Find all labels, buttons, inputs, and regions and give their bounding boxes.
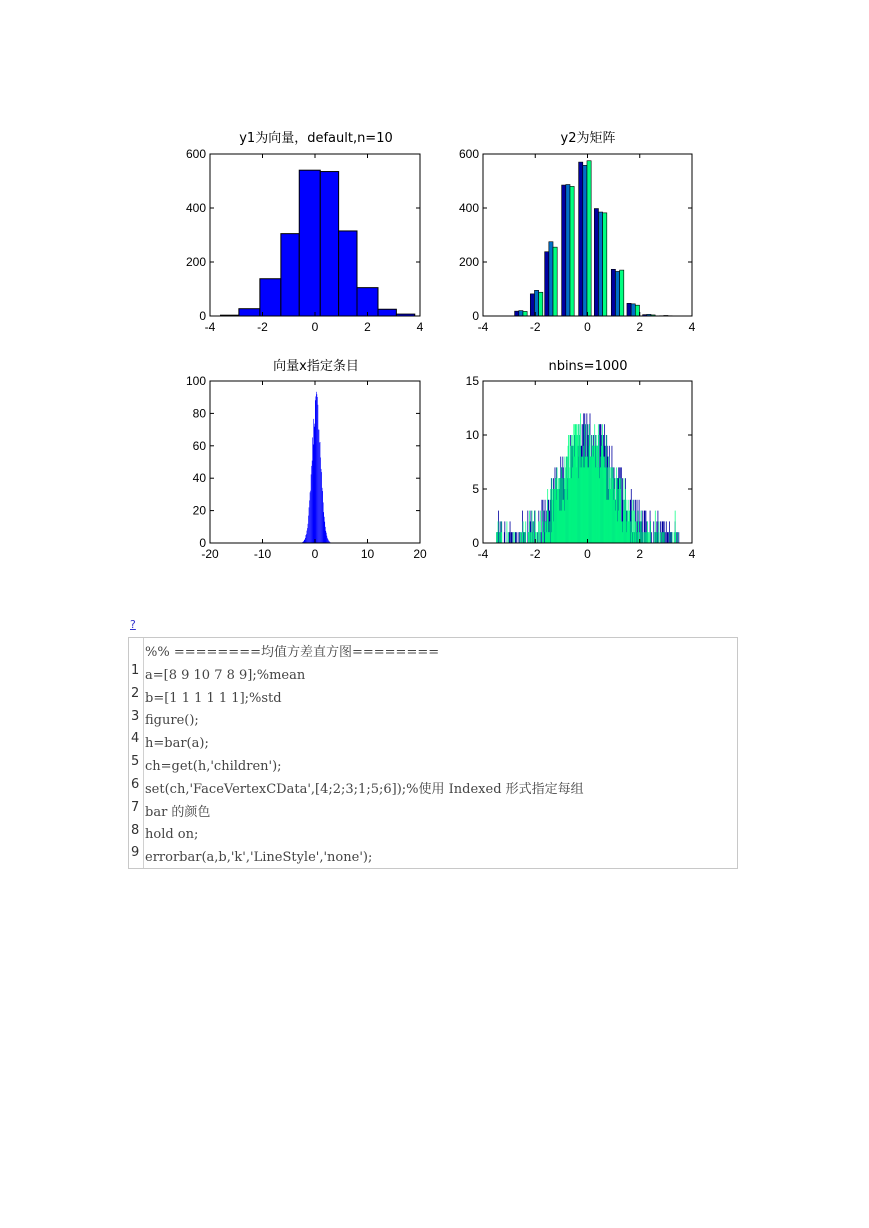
line-number: 7 (131, 799, 140, 815)
histogram-bar (677, 532, 678, 543)
x-tick-label: 0 (584, 547, 591, 561)
y-tick-label: 40 (192, 471, 206, 486)
histogram-bar (637, 532, 638, 543)
x-tick-label: 20 (413, 547, 427, 561)
line-number: 3 (131, 708, 140, 724)
histogram-bar (641, 511, 642, 543)
grouped-bar (519, 311, 523, 316)
histogram-bar (320, 457, 321, 543)
y-tick-label: 15 (465, 374, 479, 388)
histogram-bar (316, 392, 317, 543)
histogram-bar (649, 532, 650, 543)
histogram-bar (540, 511, 541, 543)
histogram-bar (529, 511, 530, 543)
histogram-bar (309, 507, 310, 543)
grouped-bar (579, 162, 583, 316)
histogram-bar (310, 491, 311, 543)
histogram-bar (675, 532, 676, 543)
line-number: 1 (131, 663, 140, 678)
histogram-bar (659, 521, 660, 543)
histogram-bar (537, 532, 538, 543)
histogram-bar (510, 521, 511, 543)
histogram-bar (309, 500, 310, 543)
grouped-bar (570, 186, 574, 316)
histogram-bar (307, 528, 308, 543)
histogram-bar (629, 511, 630, 543)
histogram-bar (239, 309, 260, 316)
histogram-bar (654, 532, 655, 543)
histogram-bar (648, 532, 649, 543)
histogram-bar (532, 511, 533, 543)
histogram-bar (674, 532, 675, 543)
grouped-bar (549, 242, 553, 316)
histogram-bar (308, 516, 309, 543)
grouped-bar (631, 304, 635, 316)
code-content (145, 642, 733, 870)
histogram-bar (306, 534, 307, 543)
x-tick-label: -4 (477, 547, 489, 561)
code-line: bar 的颜色 (145, 804, 211, 820)
histogram-bar (323, 502, 324, 543)
grouped-bar (615, 271, 619, 316)
histogram-bar (318, 429, 319, 543)
code-line: ch=get(h,'children'); (145, 758, 282, 774)
histogram-bar (634, 511, 635, 543)
line-number: 8 (131, 822, 140, 838)
histogram-bar (260, 279, 281, 316)
histogram-bar (660, 532, 661, 543)
grouped-bar (539, 292, 543, 316)
y-tick-label: 20 (192, 503, 206, 518)
code-help-link[interactable]: ? (130, 618, 136, 631)
subplot-nbins-1000 (466, 359, 696, 561)
y-tick-label: 60 (192, 438, 206, 453)
histogram-bar (678, 532, 679, 543)
histogram-bar (515, 532, 516, 543)
histogram-bar (310, 492, 311, 543)
histogram-bar (672, 532, 673, 543)
y-tick-label: 200 (185, 255, 206, 269)
grouped-bar (583, 165, 587, 316)
subplot-y2-matrix (459, 130, 696, 334)
x-tick-label: 4 (688, 547, 696, 561)
histogram-bar (313, 419, 314, 543)
histogram-bar (508, 532, 509, 543)
histogram-bar (511, 532, 512, 543)
histogram-bar (530, 532, 531, 543)
histogram-bar (314, 424, 315, 543)
y-tick-label: 100 (185, 374, 206, 388)
histogram-bar (499, 532, 500, 543)
histogram-bar (322, 491, 323, 543)
subplot-title: nbins=1000 (548, 359, 628, 374)
code-block (128, 637, 738, 869)
x-tick-label: 0 (311, 547, 319, 561)
histogram-bar (299, 170, 320, 316)
histogram-bar (324, 522, 325, 543)
histogram-bar (322, 488, 323, 543)
y-tick-label: 600 (458, 147, 479, 161)
subplot-title: 向量x指定条目 (273, 359, 359, 374)
histogram-bar (514, 532, 515, 543)
histogram-bar (501, 532, 502, 543)
subplot-y1-vector (186, 130, 424, 334)
grouped-bar (545, 252, 549, 316)
histogram-bar (327, 536, 328, 543)
y-tick-label: 10 (465, 428, 479, 442)
histogram-bar (320, 442, 321, 543)
histogram-bar (325, 527, 326, 543)
histogram-bar (656, 532, 657, 543)
x-tick-label: 2 (636, 320, 644, 334)
histogram-bar (316, 396, 317, 543)
x-tick-label: -10 (253, 547, 272, 561)
x-tick-label: 4 (416, 320, 424, 334)
x-tick-label: -20 (201, 547, 219, 561)
histogram-bar (525, 521, 526, 543)
histogram-bar (496, 532, 497, 543)
histogram-bar (281, 234, 299, 316)
histogram-bar (504, 521, 505, 543)
grouped-bar (523, 311, 527, 316)
histogram-bar (324, 517, 325, 543)
histogram-bar (308, 524, 309, 543)
histogram-bar (306, 535, 307, 543)
subplot-title: y1为向量，default,n=10 (239, 131, 393, 146)
grouped-bar (611, 269, 615, 316)
code-line: %% ========均值方差直方图======== (145, 645, 440, 660)
line-number: 2 (131, 685, 140, 701)
histogram-bar (319, 443, 320, 543)
histogram-bar (642, 532, 643, 543)
histogram-bar (312, 461, 313, 543)
code-line: errorbar(a,b,'k','LineStyle','none'); (145, 850, 373, 866)
line-number-gutter (129, 638, 144, 868)
grouped-bar (627, 303, 631, 316)
histogram-bar (378, 309, 396, 316)
grouped-bar (598, 212, 602, 316)
subplot-title: y2为矩阵 (560, 131, 616, 146)
histogram-bar (666, 521, 667, 543)
histogram-bar (314, 427, 315, 543)
y-tick-label: 200 (458, 255, 479, 269)
histogram-bar (539, 521, 540, 543)
histogram-bar (520, 532, 521, 543)
histogram-bar (631, 511, 632, 543)
code-line: set(ch,'FaceVertexCData',[4;2;3;1;5;6]);%使用 Indexed 形式指定每组 (145, 781, 584, 797)
histogram-bar (317, 394, 318, 543)
histogram-bar (326, 533, 327, 543)
grouped-bar (620, 270, 624, 316)
x-tick-label: -2 (257, 320, 268, 334)
histogram-bar (646, 532, 647, 543)
histogram-bar (516, 532, 517, 543)
grouped-bar (566, 185, 570, 316)
histogram-bar (636, 521, 637, 543)
code-line: h=bar(a); (145, 736, 209, 752)
histogram-bar (320, 172, 338, 316)
histogram-bar (650, 521, 651, 543)
line-number: 9 (131, 845, 140, 861)
grouped-bar (515, 311, 519, 316)
grouped-bar (530, 294, 534, 316)
code-line: figure(); (145, 713, 199, 729)
x-tick-label: 4 (688, 320, 696, 334)
code-line: a=[8 9 10 7 8 9];%mean (145, 667, 306, 683)
grouped-bar (562, 185, 566, 316)
histogram-bar (507, 521, 508, 543)
y-tick-label: 0 (199, 536, 206, 550)
histogram-bar (305, 538, 306, 543)
x-tick-label: -4 (477, 320, 489, 334)
histogram-bar (307, 531, 308, 543)
histogram-bar (305, 539, 306, 543)
histogram-bar (311, 466, 312, 543)
histogram-bar (663, 532, 664, 543)
histogram-bar (658, 532, 659, 543)
histogram-bar (651, 532, 652, 543)
histogram-bar (311, 474, 312, 543)
histogram-bar (543, 532, 544, 543)
y-tick-label: 400 (185, 201, 206, 215)
line-number: 6 (131, 777, 140, 792)
histogram-bar (318, 405, 319, 543)
histogram-bar (664, 532, 665, 543)
histogram-bar (668, 532, 669, 543)
histogram-bar (524, 532, 525, 543)
histogram-bar (644, 532, 645, 543)
grouped-bar (635, 305, 639, 316)
histogram-bar (655, 511, 656, 543)
histogram-bar (313, 444, 314, 543)
y-tick-label: 400 (458, 201, 479, 215)
histogram-figure (0, 0, 869, 600)
y-tick-label: 5 (472, 482, 479, 496)
histogram-bar (323, 512, 324, 543)
y-tick-label: 600 (185, 147, 206, 161)
histogram-bar (357, 288, 378, 316)
histogram-bar (312, 437, 313, 543)
histogram-bar (319, 430, 320, 543)
x-tick-label: 10 (360, 547, 375, 561)
histogram-bar (670, 532, 671, 543)
histogram-bar (513, 532, 514, 543)
x-tick-label: -4 (204, 320, 216, 334)
histogram-bar (536, 532, 537, 543)
histogram-bar (321, 469, 322, 543)
grouped-bar (603, 213, 607, 316)
histogram-bar (317, 397, 318, 543)
histogram-bar (533, 521, 534, 543)
line-number: 5 (131, 754, 140, 770)
line-number: 4 (131, 731, 140, 747)
y-tick-label: 0 (472, 309, 479, 323)
histogram-bar (315, 400, 316, 543)
x-tick-label: 0 (584, 320, 591, 334)
x-tick-label: -2 (529, 320, 541, 334)
histogram-bar (321, 472, 322, 543)
x-tick-label: 0 (311, 320, 319, 334)
histogram-bar (645, 532, 646, 543)
subplot-vector-x-bins (186, 358, 427, 561)
x-tick-label: 2 (364, 320, 371, 334)
grouped-bar (587, 161, 591, 316)
grouped-bar (594, 209, 598, 316)
y-tick-label: 80 (192, 406, 206, 421)
histogram-bar (328, 539, 329, 543)
histogram-bar (327, 538, 328, 543)
y-tick-label: 0 (199, 309, 206, 323)
histogram-bar (326, 531, 327, 543)
histogram-bar (523, 521, 524, 543)
histogram-bar (662, 532, 663, 543)
y-tick-label: 0 (472, 536, 479, 550)
histogram-bar (498, 521, 499, 543)
x-tick-label: -2 (529, 547, 541, 561)
histogram-bar (339, 231, 357, 316)
x-tick-label: 2 (636, 547, 644, 561)
histogram-bar (549, 521, 550, 543)
grouped-bar (553, 247, 557, 316)
code-line: hold on; (145, 827, 199, 843)
code-line: b=[1 1 1 1 1 1];%std (145, 690, 282, 706)
